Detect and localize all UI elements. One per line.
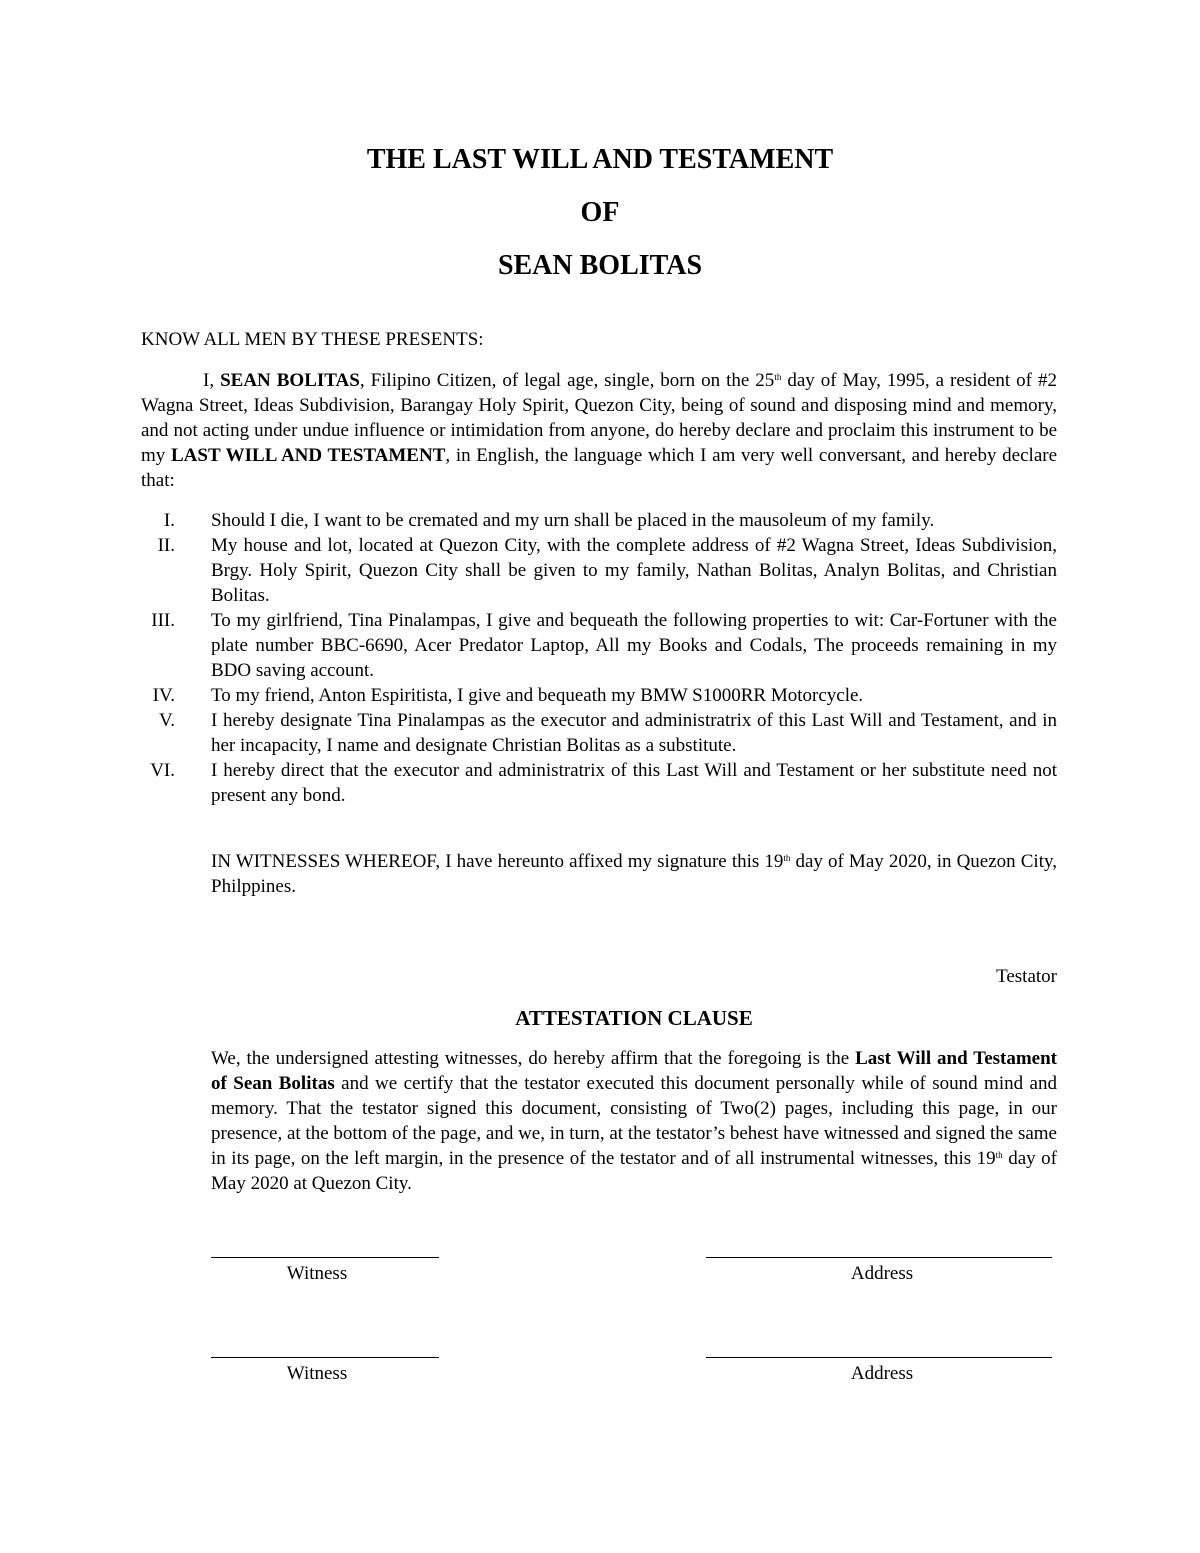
testator-name: SEAN BOLITAS (220, 370, 360, 391)
attestation-bold: Last Will and Testament of Sean Bolitas (211, 1048, 1057, 1094)
intro-text-2: , Filipino Citizen, of legal age, single, born on the 25 (359, 370, 775, 391)
title-line-1: THE LAST WILL AND TESTAMENT (366, 144, 834, 175)
list-item (141, 533, 1057, 608)
list-item-number: VI. (150, 760, 175, 781)
witness-label: Witness (286, 1263, 348, 1284)
list-item (141, 683, 1057, 708)
bequest-list (141, 508, 1057, 808)
witness-signature-line (211, 1257, 439, 1258)
address-label: Address (850, 1363, 914, 1384)
witness-text-1: IN WITNESSES WHEREOF, I have hereunto affixed my signature this 19 (211, 851, 784, 872)
list-item-number: III. (151, 610, 175, 631)
intro-text-3: day of May, 1995, a resident of #2 Wagna Street, Ideas Subdivision, Barangay Holy Spirit, Quezon City, being of sound and disposing mind and memory, and not acting under undue influence or intimidation from anyone, do hereby declare and proclaim this instrument to be my (141, 370, 1057, 466)
attestation-text-3: day of May 2020 at Quezon City. (211, 1148, 1057, 1194)
list-item-number: II. (157, 535, 175, 556)
know-all-men-heading: KNOW ALL MEN BY THESE PRESENTS: (141, 329, 484, 350)
list-item (141, 608, 1057, 683)
witness-text-2: day of May 2020, in Quezon City, Philppines. (211, 851, 1058, 897)
attestation-title: ATTESTATION CLAUSE (515, 1006, 753, 1030)
list-item-number: I. (163, 510, 175, 531)
attestation-text-2: and we certify that the testator executed this document personally while of sound mind and memory. That the testator signed this document, consisting of Two(2) pages, including this page, in our presence, at the bottom of the page, and we, in turn, at the testator’s behest have witnessed and signed the same in its page, on the left margin, in the presence of the testator and of all instrumental witnesses, this 19 (211, 1073, 1057, 1169)
witness-label: Witness (286, 1363, 348, 1384)
attestation-ordinal-suffix: th (995, 1150, 1003, 1160)
list-item-text: To my girlfriend, Tina Pinalampas, I give and bequeath the following properties to wit: Car-Fortuner with the plate number BBC-6690, Acer Predator Laptop, All my Books and Codals, The proceeds remaining in my BDO saving account. (211, 610, 1057, 681)
witness-ordinal-suffix: th (783, 853, 791, 863)
list-item-text: I hereby designate Tina Pinalampas as the executor and administratrix of this Last Will and Testament, and in her incapacity, I name and designate Christian Bolitas as a substitute. (211, 710, 1057, 756)
list-item-text: My house and lot, located at Quezon City, with the complete address of #2 Wagna Street, Ideas Subdivision, Brgy. Holy Spirit, Quezon City shall be given to my family, Nathan Bolitas, Analyn Bolitas, and Christian Bolitas. (211, 535, 1057, 606)
witness-signature-line (211, 1357, 439, 1358)
list-item-number: IV. (152, 685, 175, 706)
attestation-text-1: We, the undersigned attesting witnesses, do hereby affirm that the foregoing is the (211, 1048, 856, 1069)
attestation-paragraph (211, 1046, 1057, 1196)
list-item-text: Should I die, I want to be cremated and my urn shall be placed in the mausoleum of my family. (211, 510, 935, 531)
intro-bold-title: LAST WILL AND TESTAMENT (170, 445, 446, 466)
address-signature-line (706, 1357, 1052, 1358)
intro-text-4: , in English, the language which I am very well conversant, and hereby declare that: (141, 445, 1058, 491)
in-witness-whereof-paragraph (211, 849, 1057, 899)
list-item (141, 708, 1057, 758)
list-item (141, 508, 1057, 533)
address-signature-line (706, 1257, 1052, 1258)
intro-paragraph (141, 368, 1057, 493)
list-item (141, 758, 1057, 808)
address-label: Address (850, 1263, 914, 1284)
title-line-2: OF (580, 197, 620, 228)
list-item-text: To my friend, Anton Espiritista, I give and bequeath my BMW S1000RR Motorcycle. (211, 685, 864, 706)
testator-label: Testator (996, 966, 1057, 987)
intro-text-1: I, (203, 370, 221, 391)
intro-ordinal-suffix: th (774, 372, 782, 382)
list-item-text: I hereby direct that the executor and administratrix of this Last Will and Testament or her substitute need not present any bond. (211, 760, 1057, 806)
title-line-3: SEAN BOLITAS (497, 250, 703, 281)
list-item-number: V. (158, 710, 175, 731)
